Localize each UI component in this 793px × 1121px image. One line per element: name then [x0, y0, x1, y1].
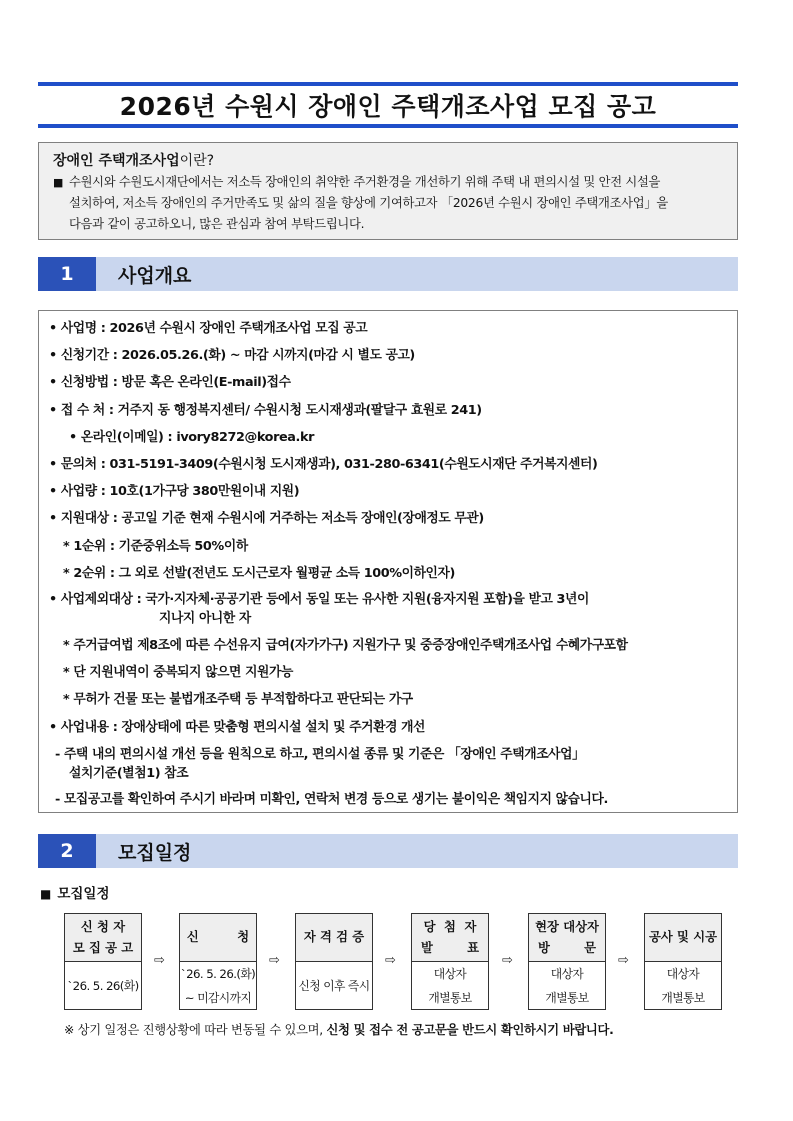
- arrow-right-icon: ⇨: [269, 953, 280, 968]
- intro-text-line-1: 수원시와 수원도시재단에서는 저소득 장애인의 취약한 주거환경을 개선하기 위해 주택 내 편의시설 및 안전 시설을: [69, 175, 661, 189]
- overview-content-detail-line-2: 설치기준(별첨1) 참조: [69, 765, 189, 781]
- overview-priority-2: * 2순위 : 그 외로 선발(전년도 도시근로자 월평균 소득 100%이하인자): [63, 565, 455, 581]
- step-header-line-1: 자 격 검 증: [303, 930, 365, 944]
- step-body-line-1: 대상자: [550, 966, 584, 981]
- arrow-right-icon: ⇨: [618, 953, 629, 968]
- step-header-line-1: 현장 대상자: [535, 919, 599, 934]
- overview-email: • 온라인(이메일) : ivory8272@korea.kr: [69, 429, 314, 445]
- step-body-line-1: 대상자: [666, 966, 700, 981]
- footnote-bold: 신청 및 접수 전 공고문을 반드시 확인하시기 바랍니다.: [326, 1023, 614, 1037]
- overview-office: • 접 수 처 : 거주지 동 행정복지센터/ 수원시청 도시재생과(팔달구 효원로 241): [49, 402, 482, 418]
- overview-target: • 지원대상 : 공고일 기준 현재 수원시에 거주하는 저소득 장애인(장애정도 무관): [49, 511, 484, 527]
- overview-exclusion-note-1: * 주거급여법 제8조에 따른 수선유지 급여(자가가구) 지원가구 및 중증장애인주택개조사업 수혜가구포함: [63, 638, 628, 654]
- schedule-step-site-visit: [528, 913, 606, 1010]
- schedule-subtitle: [40, 882, 110, 902]
- overview-contact: • 문의처 : 031-5191-3409(수원시청 도시재생과), 031-280-6341(수원도시재단 주거복지센터): [49, 457, 598, 473]
- overview-period: • 신청기간 : 2026.05.26.(화) ~ 마감 시까지(마감 시 별도 공고): [49, 348, 415, 364]
- step-body-line-2: 개별통보: [545, 990, 589, 1005]
- overview-disclaimer: - 모집공고를 확인하여 주시기 바라며 미확인, 연락처 변경 등으로 생기는 불이익은 책임지지 않습니다.: [55, 791, 608, 807]
- intro-box: [38, 142, 738, 240]
- section-1-header: [38, 257, 738, 291]
- intro-text-line-3: 다음과 같이 공고하오니, 많은 관심과 참여 부탁드립니다.: [69, 217, 365, 231]
- step-body-line-1: 대상자: [433, 966, 467, 981]
- step-header-line-1: 당 첨 자: [423, 919, 477, 934]
- overview-exclusion-note-2: * 단 지원내역이 중복되지 않으면 지원가능: [63, 665, 293, 681]
- schedule-flow: [64, 913, 726, 1010]
- section-2-title: 모집일정: [118, 841, 192, 864]
- overview-exclusion: [49, 590, 727, 628]
- overview-content-detail-line-1: - 주택 내의 편의시설 개선 등을 원칙으로 하고, 편의시설 종류 및 기준은 「장애인 주택개조사업」: [55, 746, 585, 762]
- overview-box: [38, 310, 738, 813]
- step-body-line-2: 개별통보: [428, 990, 472, 1005]
- arrow-right-icon: ⇨: [502, 953, 513, 968]
- step-body-line-1: 신청 이후 즉시: [298, 978, 370, 993]
- schedule-step-winner-announcement: [411, 913, 489, 1010]
- step-header-line-1: 신 청 자: [80, 919, 126, 934]
- section-2-number: 2: [38, 834, 96, 868]
- section-1-number: 1: [38, 257, 96, 291]
- overview-exclusion-line-1: • 사업제외대상 : 국가·지자체·공공기관 등에서 동일 또는 유사한 지원(융자지원 포함)을 받고 3년이: [49, 592, 589, 608]
- overview-priority-1: * 1순위 : 기준중위소득 50%이하: [63, 538, 248, 554]
- step-header-line-2: 모 집 공 고: [72, 940, 134, 955]
- intro-title-bold: 장애인 주택개조사업: [53, 153, 180, 169]
- notice-title: 2026년 수원시 장애인 주택개조사업 모집 공고: [119, 92, 657, 121]
- intro-title: [53, 150, 725, 172]
- step-body-line-2: 개별통보: [661, 990, 705, 1005]
- step-header-line-1: 신 청: [186, 930, 250, 944]
- overview-method: • 신청방법 : 방문 혹은 온라인(E-mail)접수: [49, 375, 291, 391]
- overview-content: • 사업내용 : 장애상태에 따른 맞춤형 편의시설 설치 및 주거환경 개선: [49, 719, 426, 735]
- overview-quantity: • 사업량 : 10호(1가구당 380만원이내 지원): [49, 484, 300, 500]
- notice-title-bar: [38, 82, 738, 128]
- schedule-step-verification: [295, 913, 373, 1010]
- schedule-step-application: [179, 913, 257, 1010]
- step-body-line-1: `26. 5. 26(화): [67, 978, 139, 993]
- overview-exclusion-line-2: 지나지 아니한 자: [159, 611, 251, 627]
- intro-text: [53, 172, 725, 235]
- overview-content-detail: [49, 745, 727, 783]
- schedule-step-construction: [644, 913, 722, 1010]
- square-bullet-icon: ■: [40, 887, 52, 901]
- footnote-plain: ※ 상기 일정은 진행상황에 따라 변동될 수 있으며,: [64, 1023, 327, 1037]
- step-body-line-2: ~ 미감시까지: [184, 990, 252, 1005]
- arrow-right-icon: ⇨: [385, 953, 396, 968]
- square-bullet-icon: ■: [53, 176, 64, 189]
- step-header-line-2: 발 표: [420, 940, 479, 955]
- schedule-footnote: [64, 1020, 613, 1038]
- overview-exclusion-note-3: * 무허가 건물 또는 불법개조주택 등 부적합하다고 판단되는 가구: [63, 692, 413, 708]
- intro-title-rest: 이란?: [179, 153, 215, 169]
- section-2-header: [38, 834, 738, 868]
- intro-text-line-2: 설치하여, 저소득 장애인의 주거만족도 및 삶의 질을 향상에 기여하고자 「2026년 수원시 장애인 주택개조사업」을: [69, 196, 668, 210]
- step-body-line-1: `26. 5. 26.(화): [180, 966, 256, 981]
- overview-project-name: • 사업명 : 2026년 수원시 장애인 주택개조사업 모집 공고: [49, 321, 368, 336]
- section-1-title: 사업개요: [118, 264, 192, 287]
- step-header-line-2: 방 문: [537, 940, 596, 955]
- schedule-subtitle-text: 모집일정: [57, 886, 110, 902]
- arrow-right-icon: ⇨: [154, 953, 165, 968]
- schedule-step-announcement: [64, 913, 142, 1010]
- step-header-line-1: 공사 및 시공: [649, 930, 717, 944]
